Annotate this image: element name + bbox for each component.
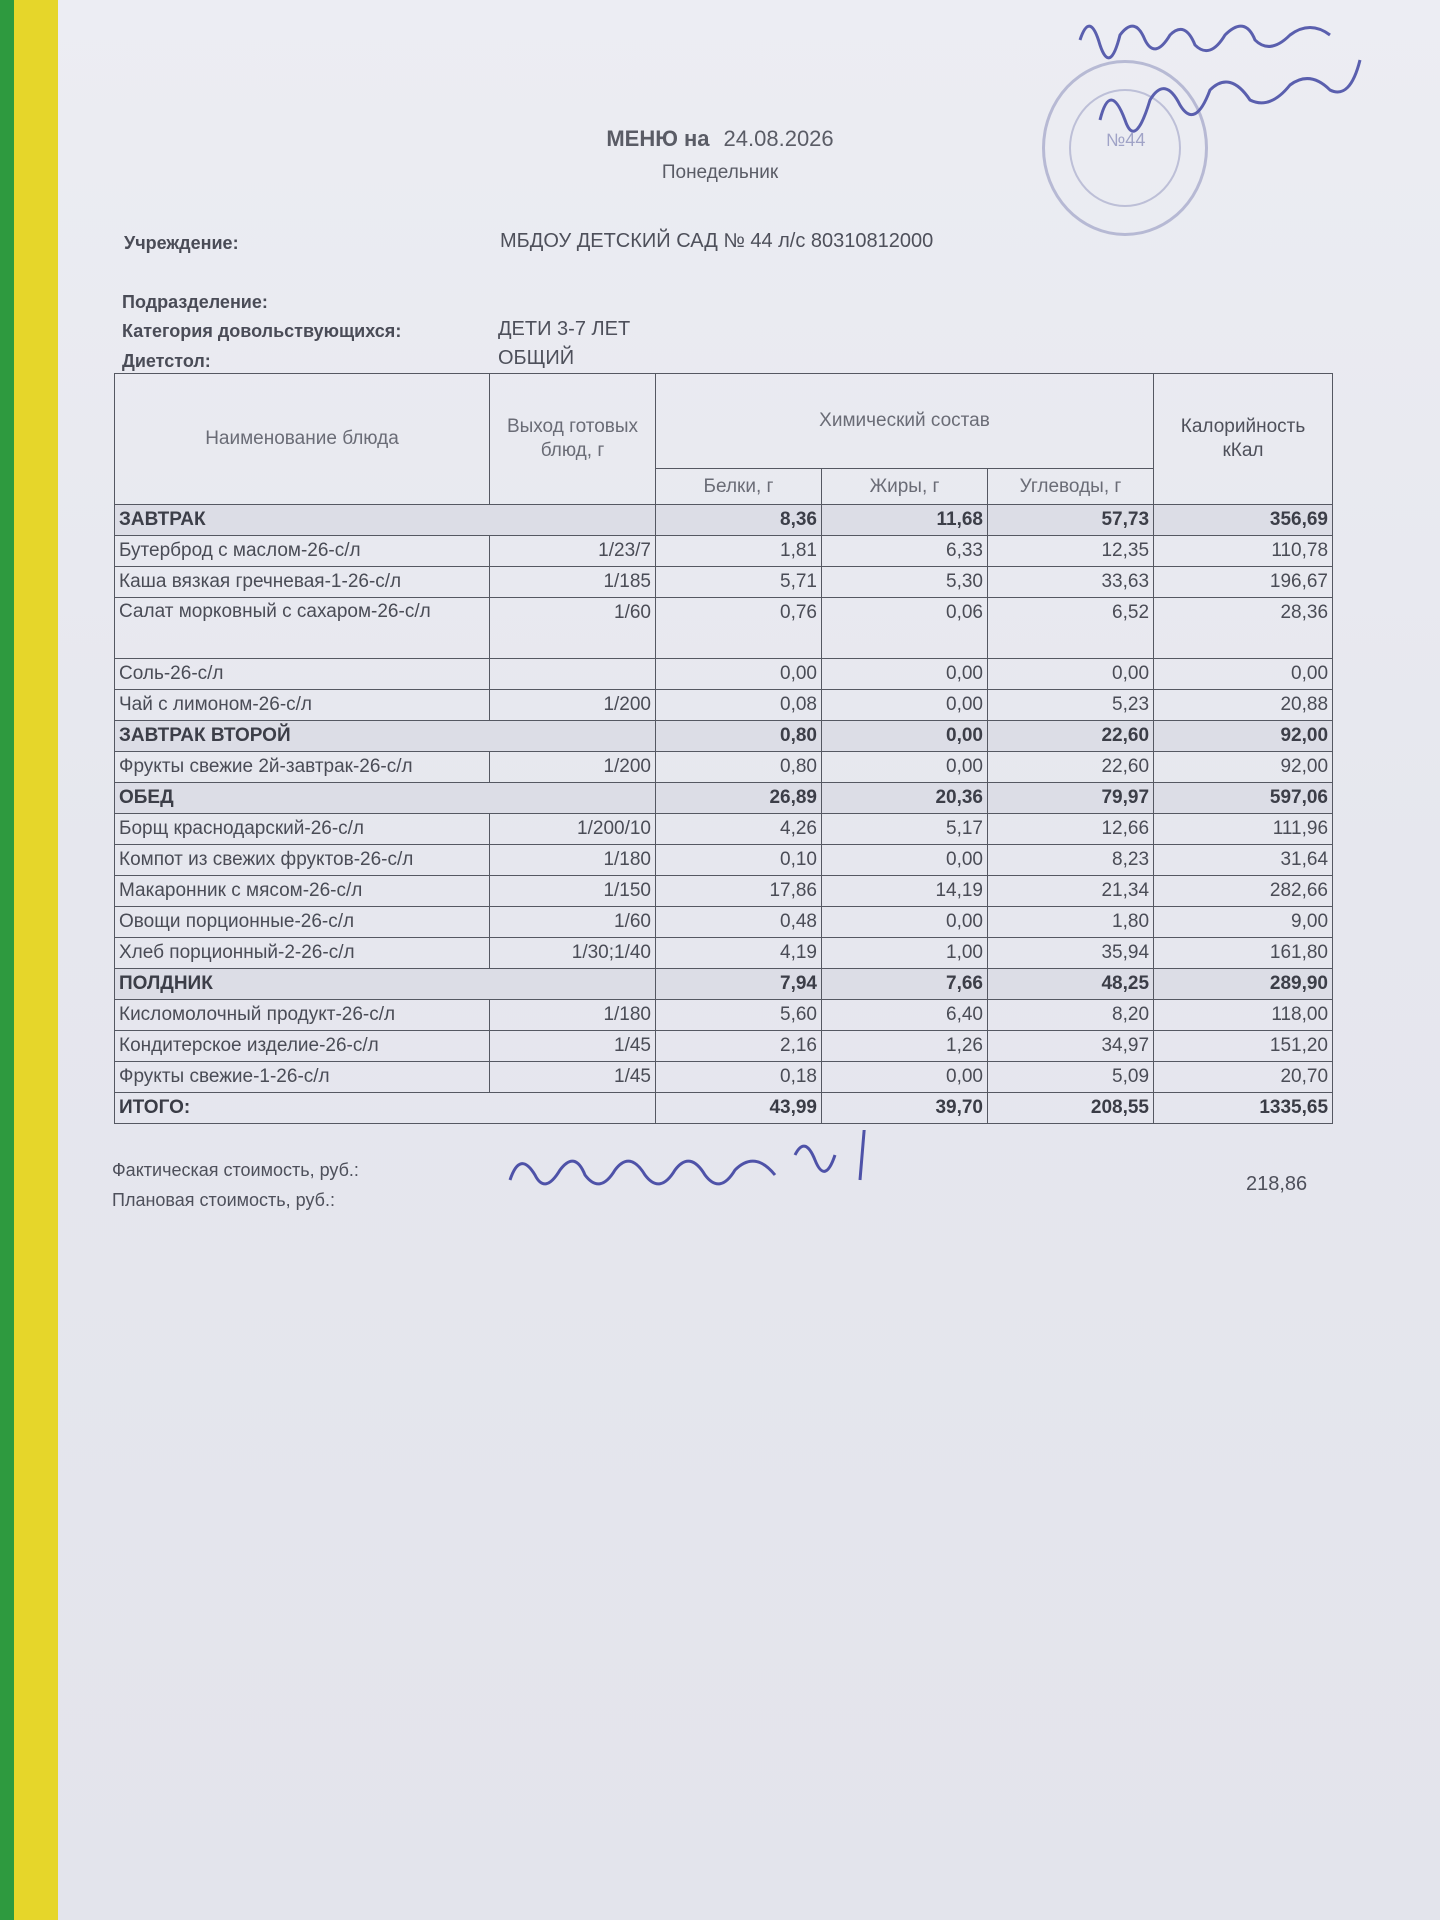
section-protein: 0,80 [656, 721, 822, 752]
institution-value: МБДОУ ДЕТСКИЙ САД № 44 л/с 80310812000 [500, 230, 934, 252]
dish-protein: 0,76 [656, 598, 822, 659]
dish-carbs: 5,09 [988, 1062, 1154, 1093]
table-row [115, 876, 1333, 907]
dish-fat: 1,00 [822, 938, 988, 969]
table-row [115, 567, 1333, 598]
binder-edge [14, 0, 60, 1920]
section-fat: 7,66 [822, 969, 988, 1000]
table-row [115, 1062, 1333, 1093]
section-carbs: 48,25 [988, 969, 1154, 1000]
total-row [115, 1093, 1333, 1124]
institution-label: Учреждение: [124, 233, 239, 253]
table-row [115, 814, 1333, 845]
section-kcal: 289,90 [1154, 969, 1333, 1000]
dish-fat: 0,00 [822, 1062, 988, 1093]
total-carbs: 208,55 [988, 1093, 1154, 1124]
agreed-handwriting [500, 1130, 900, 1220]
dish-yield: 1/30;1/40 [490, 938, 656, 969]
dish-yield: 1/23/7 [490, 536, 656, 567]
dish-carbs: 8,23 [988, 845, 1154, 876]
table-row [115, 1031, 1333, 1062]
header-yield: Выход готовых блюд, г [490, 374, 656, 505]
section-row [115, 969, 1333, 1000]
planned-cost-label: Плановая стоимость, руб.: [112, 1190, 335, 1210]
dish-carbs: 0,00 [988, 659, 1154, 690]
section-title: ПОЛДНИК [115, 969, 656, 1000]
dish-carbs: 34,97 [988, 1031, 1154, 1062]
section-protein: 26,89 [656, 783, 822, 814]
dish-kcal: 110,78 [1154, 536, 1333, 567]
dish-protein: 0,08 [656, 690, 822, 721]
dish-yield: 1/200 [490, 752, 656, 783]
dish-yield: 1/200 [490, 690, 656, 721]
section-fat: 20,36 [822, 783, 988, 814]
dish-fat: 6,33 [822, 536, 988, 567]
dish-protein: 5,71 [656, 567, 822, 598]
dish-protein: 4,26 [656, 814, 822, 845]
weekday: Понедельник [661, 162, 779, 183]
dish-fat: 0,00 [822, 752, 988, 783]
stamp-number: №44 [1106, 130, 1146, 150]
dish-kcal: 111,96 [1154, 814, 1333, 845]
section-protein: 8,36 [656, 505, 822, 536]
dish-fat: 0,00 [822, 690, 988, 721]
section-kcal: 597,06 [1154, 783, 1333, 814]
dish-fat: 5,17 [822, 814, 988, 845]
dish-protein: 0,48 [656, 907, 822, 938]
dish-name: Бутерброд с маслом-26-с/л [115, 536, 490, 567]
approval-handwriting [1060, 0, 1440, 200]
dish-name: Соль-26-с/л [115, 659, 490, 690]
header-carbs: Углеводы, г [988, 469, 1154, 505]
category-label: Категория довольствующихся: [122, 321, 402, 341]
subdivision-label: Подразделение: [122, 292, 268, 312]
dish-fat: 5,30 [822, 567, 988, 598]
dish-carbs: 35,94 [988, 938, 1154, 969]
planned-cost-value: 218,86 [1246, 1173, 1308, 1195]
header-chem: Химический состав [656, 374, 1154, 469]
dish-kcal: 151,20 [1154, 1031, 1333, 1062]
section-kcal: 356,69 [1154, 505, 1333, 536]
section-title: ЗАВТРАК [115, 505, 656, 536]
dish-fat: 14,19 [822, 876, 988, 907]
dish-yield: 1/60 [490, 907, 656, 938]
dish-name: Чай с лимоном-26-с/л [115, 690, 490, 721]
table-row [115, 598, 1333, 659]
header-dish-name: Наименование блюда [115, 374, 490, 505]
section-kcal: 92,00 [1154, 721, 1333, 752]
dish-protein: 0,00 [656, 659, 822, 690]
dish-kcal: 31,64 [1154, 845, 1333, 876]
dish-kcal: 282,66 [1154, 876, 1333, 907]
section-row [115, 721, 1333, 752]
table-row [115, 536, 1333, 567]
dish-yield: 1/45 [490, 1062, 656, 1093]
dish-fat: 0,00 [822, 907, 988, 938]
dish-kcal: 20,88 [1154, 690, 1333, 721]
section-title: ОБЕД [115, 783, 656, 814]
total-label: ИТОГО: [115, 1093, 656, 1124]
dish-yield: 1/150 [490, 876, 656, 907]
dish-kcal: 196,67 [1154, 567, 1333, 598]
dish-name: Фрукты свежие-1-26-с/л [115, 1062, 490, 1093]
menu-date: 24.08.2026 [723, 126, 834, 151]
section-carbs: 79,97 [988, 783, 1154, 814]
dish-yield [490, 659, 656, 690]
dish-carbs: 22,60 [988, 752, 1154, 783]
dish-kcal: 0,00 [1154, 659, 1333, 690]
dish-yield: 1/185 [490, 567, 656, 598]
table-row [115, 907, 1333, 938]
dish-fat: 1,26 [822, 1031, 988, 1062]
dish-carbs: 33,63 [988, 567, 1154, 598]
dish-name: Кисломолочный продукт-26-с/л [115, 1000, 490, 1031]
dish-kcal: 9,00 [1154, 907, 1333, 938]
section-carbs: 57,73 [988, 505, 1154, 536]
dish-kcal: 118,00 [1154, 1000, 1333, 1031]
dish-name: Борщ краснодарский-26-с/л [115, 814, 490, 845]
dish-yield: 1/180 [490, 1000, 656, 1031]
category-value: ДЕТИ 3-7 ЛЕТ [498, 318, 631, 340]
section-carbs: 22,60 [988, 721, 1154, 752]
dish-carbs: 5,23 [988, 690, 1154, 721]
dish-protein: 2,16 [656, 1031, 822, 1062]
dish-name: Макаронник с мясом-26-с/л [115, 876, 490, 907]
dish-yield: 1/45 [490, 1031, 656, 1062]
table-row [115, 845, 1333, 876]
dish-protein: 0,18 [656, 1062, 822, 1093]
total-kcal: 1335,65 [1154, 1093, 1333, 1124]
dish-protein: 0,80 [656, 752, 822, 783]
dish-kcal: 92,00 [1154, 752, 1333, 783]
actual-cost-label: Фактическая стоимость, руб.: [112, 1160, 359, 1180]
table-row [115, 1000, 1333, 1031]
header-calories: Калорийность кКал [1154, 374, 1333, 505]
dish-protein: 17,86 [656, 876, 822, 907]
dish-fat: 6,40 [822, 1000, 988, 1031]
dish-kcal: 28,36 [1154, 598, 1333, 659]
dish-name: Компот из свежих фруктов-26-с/л [115, 845, 490, 876]
dish-protein: 0,10 [656, 845, 822, 876]
total-protein: 43,99 [656, 1093, 822, 1124]
dish-kcal: 161,80 [1154, 938, 1333, 969]
page-title: МЕНЮ на 24.08.2026 [606, 126, 834, 151]
section-protein: 7,94 [656, 969, 822, 1000]
dish-name: Каша вязкая гречневая-1-26-с/л [115, 567, 490, 598]
diet-label: Диетстол: [122, 351, 211, 371]
dish-protein: 4,19 [656, 938, 822, 969]
dish-name: Овощи порционные-26-с/л [115, 907, 490, 938]
dish-name: Хлеб порционный-2-26-с/л [115, 938, 490, 969]
dish-name: Салат морковный с сахаром-26-с/л [115, 598, 490, 659]
dish-carbs: 6,52 [988, 598, 1154, 659]
header-protein: Белки, г [656, 469, 822, 505]
dish-kcal: 20,70 [1154, 1062, 1333, 1093]
section-fat: 0,00 [822, 721, 988, 752]
dish-protein: 1,81 [656, 536, 822, 567]
dish-fat: 0,00 [822, 845, 988, 876]
section-row [115, 783, 1333, 814]
section-fat: 11,68 [822, 505, 988, 536]
dish-carbs: 1,80 [988, 907, 1154, 938]
dish-carbs: 8,20 [988, 1000, 1154, 1031]
dish-carbs: 12,35 [988, 536, 1154, 567]
table-row [115, 690, 1333, 721]
dish-protein: 5,60 [656, 1000, 822, 1031]
dish-name: Кондитерское изделие-26-с/л [115, 1031, 490, 1062]
total-fat: 39,70 [822, 1093, 988, 1124]
menu-table [114, 373, 1333, 1124]
dish-fat: 0,06 [822, 598, 988, 659]
dish-yield: 1/60 [490, 598, 656, 659]
table-row [115, 938, 1333, 969]
header-fat: Жиры, г [822, 469, 988, 505]
section-title: ЗАВТРАК ВТОРОЙ [115, 721, 656, 752]
diet-value: ОБЩИЙ [498, 347, 575, 369]
table-row [115, 659, 1333, 690]
table-row [115, 752, 1333, 783]
dish-name: Фрукты свежие 2й-завтрак-26-с/л [115, 752, 490, 783]
dish-carbs: 21,34 [988, 876, 1154, 907]
dish-carbs: 12,66 [988, 814, 1154, 845]
dish-yield: 1/180 [490, 845, 656, 876]
dish-fat: 0,00 [822, 659, 988, 690]
dish-yield: 1/200/10 [490, 814, 656, 845]
section-row [115, 505, 1333, 536]
